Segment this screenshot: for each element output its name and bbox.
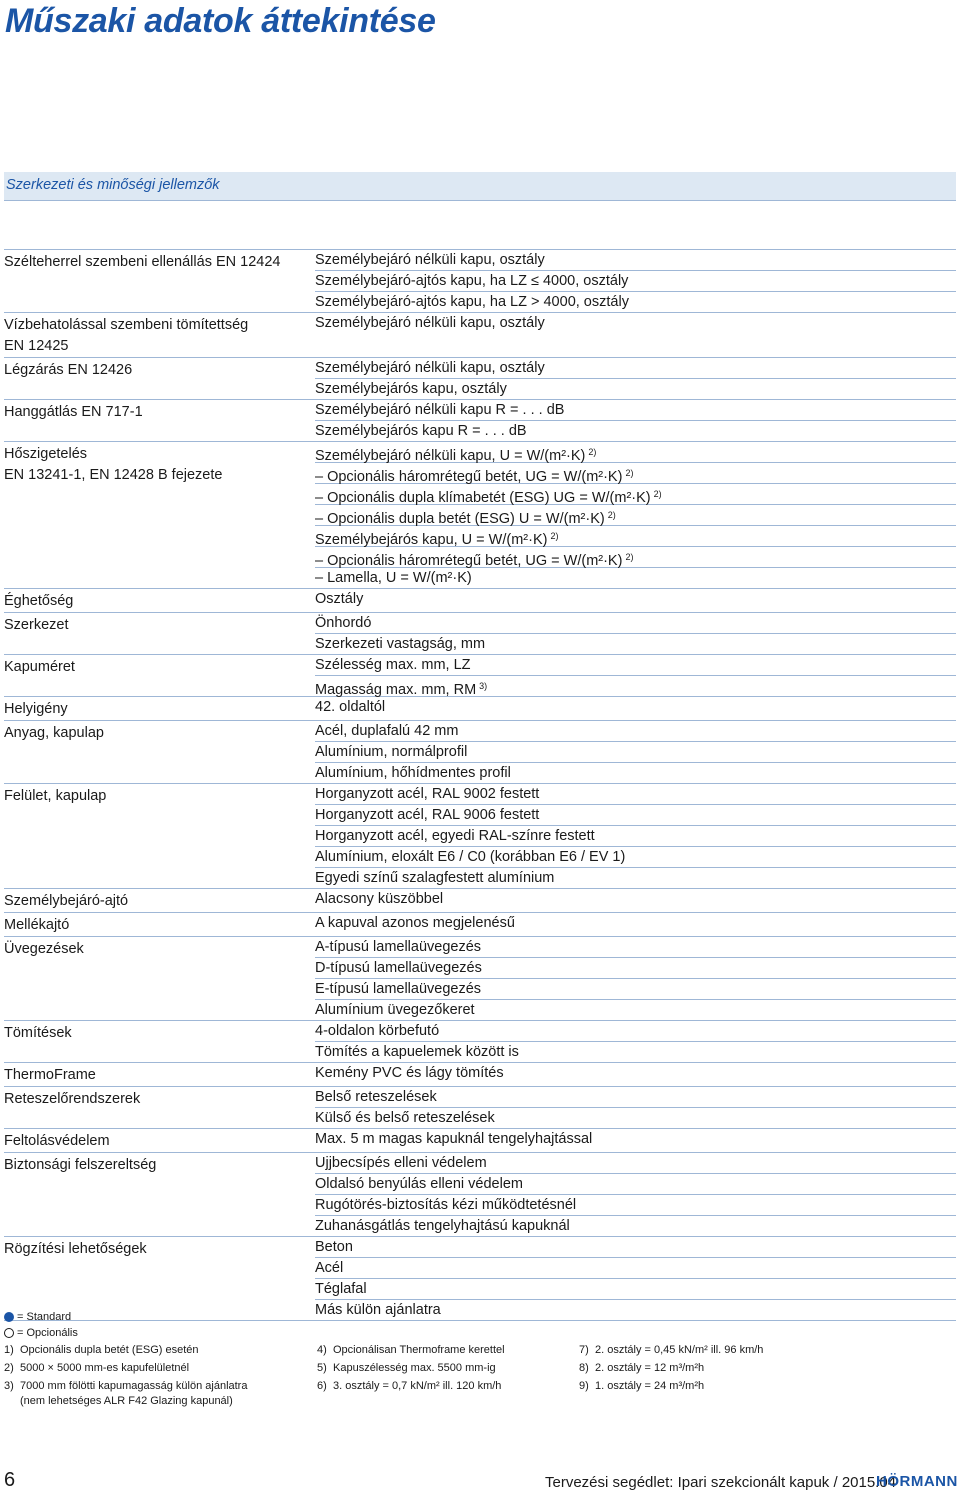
spec-value xyxy=(315,250,956,270)
footnote xyxy=(579,1361,763,1376)
footnotes-column-2 xyxy=(317,1343,505,1397)
footnote-text: 7000 mm fölötti kapumagasság külön ajánlatra xyxy=(20,1380,248,1392)
spec-label-line: Felület, kapulap xyxy=(4,788,107,804)
spec-value xyxy=(315,867,956,888)
spec-label-line: Vízbehatolással szembeni tömítettség xyxy=(4,317,249,333)
spec-value-text: A kapuval azonos megjelenésű xyxy=(315,915,515,931)
spec-row xyxy=(4,912,956,936)
footnote xyxy=(4,1379,247,1409)
spec-value-text: A-típusú lamellaüvegezés xyxy=(315,939,482,955)
spec-value-text: E-típusú lamellaüvegezés xyxy=(315,981,482,997)
spec-value xyxy=(315,1153,956,1173)
spec-label xyxy=(4,250,315,312)
spec-value-text: Más külön ajánlatra xyxy=(315,1302,441,1318)
spec-label-line: Hanggátlás EN 717-1 xyxy=(4,404,143,420)
spec-label xyxy=(4,358,315,399)
spec-value-text: Beton xyxy=(315,1239,353,1255)
spec-label-line: Reteszelőrendszerek xyxy=(4,1091,141,1107)
page-title: Műszaki adatok áttekintése xyxy=(5,2,436,40)
footnote-text: 3. osztály = 0,7 kN/m² ill. 120 km/h xyxy=(333,1380,502,1392)
spec-row xyxy=(4,1152,956,1236)
section-title: Szerkezeti és minőségi jellemzők xyxy=(6,177,220,193)
spec-row xyxy=(4,783,956,888)
spec-row xyxy=(4,357,956,399)
spec-value-text: Belső reteszelések xyxy=(315,1089,437,1105)
spec-row xyxy=(4,612,956,654)
spec-value-text: Szélesség max. mm, LZ xyxy=(315,657,471,673)
spec-label-line: Légzárás EN 12426 xyxy=(4,362,133,378)
spec-value xyxy=(315,999,956,1020)
footnotes-column-1 xyxy=(4,1343,247,1412)
footnote xyxy=(317,1361,505,1376)
spec-value xyxy=(315,358,956,378)
spec-label xyxy=(4,1021,315,1062)
legend-standard-label: = Standard xyxy=(17,1311,72,1323)
footnote-number: 7) xyxy=(579,1344,589,1356)
spec-value-text: Személybejáró nélküli kapu, osztály xyxy=(315,315,545,331)
spec-value xyxy=(315,846,956,867)
spec-value-text: Horganyzott acél, RAL 9002 festett xyxy=(315,786,540,802)
spec-value-text: Alumínium, eloxált E6 / C0 (korábban E6 / EV 1) xyxy=(315,849,626,865)
spec-value xyxy=(315,762,956,783)
spec-value xyxy=(315,525,956,546)
spec-value-text: Személybejárós kapu, osztály xyxy=(315,381,507,397)
spec-label-line: Személybejáró-ajtó xyxy=(4,893,129,909)
spec-label-line: ThermoFrame xyxy=(4,1067,96,1083)
spec-label-line: Biztonsági felszereltség xyxy=(4,1157,157,1173)
spec-value-text: – Opcionális dupla betét (ESG) U = W/(m²·K) xyxy=(315,511,605,527)
legend xyxy=(4,1309,78,1341)
spec-value xyxy=(315,721,956,741)
spec-value xyxy=(315,937,956,957)
spec-value xyxy=(315,546,956,567)
footnote-text: Opcionálisan Thermoframe kerettel xyxy=(333,1344,505,1356)
spec-value-text: Személybejáró nélküli kapu R = . . . dB xyxy=(315,402,565,418)
spec-value xyxy=(315,270,956,291)
spec-value xyxy=(315,378,956,399)
spec-value xyxy=(315,400,956,420)
spec-label xyxy=(4,1153,315,1236)
spec-value xyxy=(315,567,956,588)
spec-value-text: Külső és belső reteszelések xyxy=(315,1110,495,1126)
spec-value xyxy=(315,655,956,675)
footnote-text: 1. osztály = 24 m³/m²h xyxy=(595,1380,705,1392)
footnote-ref: 2) xyxy=(625,468,634,478)
spec-row xyxy=(4,720,956,783)
spec-value xyxy=(315,1107,956,1128)
spec-label xyxy=(4,913,315,936)
spec-value xyxy=(315,613,956,633)
spec-value xyxy=(315,504,956,525)
spec-row xyxy=(4,936,956,1020)
spec-value-text: Horganyzott acél, egyedi RAL-színre festett xyxy=(315,828,595,844)
spec-label xyxy=(4,1129,315,1152)
footnote-ref: 2) xyxy=(550,531,559,541)
spec-value xyxy=(315,741,956,762)
spec-label xyxy=(4,937,315,1020)
spec-label xyxy=(4,1063,315,1086)
spec-row xyxy=(4,1062,956,1086)
spec-value-text: Max. 5 m magas kapuknál tengelyhajtással xyxy=(315,1131,593,1147)
spec-row xyxy=(4,888,956,912)
footnotes-column-3 xyxy=(579,1343,763,1397)
spec-label xyxy=(4,697,315,720)
footnote xyxy=(4,1343,247,1358)
footnote-ref: 2) xyxy=(653,489,662,499)
spec-value-text: Téglafal xyxy=(315,1281,367,1297)
spec-value-text: Horganyzott acél, RAL 9006 festett xyxy=(315,807,540,823)
footnote xyxy=(317,1379,505,1394)
spec-label xyxy=(4,1237,315,1320)
spec-label-line: Mellékajtó xyxy=(4,917,70,933)
footer-text: Tervezési segédlet: Ipari szekcionált kapuk / 2015.04 xyxy=(545,1474,897,1491)
spec-label-line: Éghetőség xyxy=(4,593,74,609)
spec-value-text: Rugótörés-biztosítás kézi működtetésnél xyxy=(315,1197,577,1213)
legend-standard xyxy=(4,1309,78,1325)
spec-row xyxy=(4,249,956,312)
spec-label-line: Anyag, kapulap xyxy=(4,725,104,741)
spec-value-text: Személybejáró-ajtós kapu, ha LZ > 4000, osztály xyxy=(315,294,629,310)
spec-label-line: Tömítések xyxy=(4,1025,72,1041)
spec-value-text: – Opcionális háromrétegű betét, UG = W/(m²·K) xyxy=(315,553,623,569)
footnote-text: Kapuszélesség max. 5500 mm-ig xyxy=(333,1362,496,1374)
footnote xyxy=(317,1343,505,1358)
spec-value-text: Személybejáró nélküli kapu, osztály xyxy=(315,252,545,268)
spec-values xyxy=(315,1063,956,1086)
section-header xyxy=(4,172,956,201)
spec-value-text: Alumínium, normálprofil xyxy=(315,744,468,760)
spec-values xyxy=(315,721,956,783)
spec-value xyxy=(315,784,956,804)
spec-label xyxy=(4,589,315,612)
legend-optional-label: = Opcionális xyxy=(17,1327,78,1339)
footnote xyxy=(579,1343,763,1358)
spec-value-text: 42. oldaltól xyxy=(315,699,386,715)
open-circle-icon xyxy=(4,1328,14,1338)
spec-values xyxy=(315,1087,956,1128)
spec-label-line: Szerkezet xyxy=(4,617,69,633)
footnote-number: 4) xyxy=(317,1344,327,1356)
spec-value xyxy=(315,1063,956,1083)
spec-value xyxy=(315,1194,956,1215)
spec-row xyxy=(4,1020,956,1062)
spec-value xyxy=(315,589,956,609)
spec-value xyxy=(315,442,956,462)
spec-values xyxy=(315,697,956,720)
spec-value xyxy=(315,697,956,717)
spec-row xyxy=(4,654,956,696)
spec-value-text: Oldalsó benyúlás elleni védelem xyxy=(315,1176,523,1192)
spec-label xyxy=(4,442,315,588)
footnote-text: 2. osztály = 0,45 kN/m² ill. 96 km/h xyxy=(595,1344,764,1356)
spec-value-text: Osztály xyxy=(315,591,364,607)
spec-value xyxy=(315,1237,956,1257)
spec-value xyxy=(315,1087,956,1107)
spec-label xyxy=(4,400,315,441)
spec-value-text: Személybejáró-ajtós kapu, ha LZ ≤ 4000, osztály xyxy=(315,273,629,289)
spec-value-text: Tömítés a kapuelemek között is xyxy=(315,1044,519,1060)
spec-row xyxy=(4,441,956,588)
spec-label-line: Feltolásvédelem xyxy=(4,1133,110,1149)
legend-optional xyxy=(4,1325,78,1341)
spec-value-text: Zuhanásgátlás tengelyhajtású kapuknál xyxy=(315,1218,570,1234)
spec-label xyxy=(4,721,315,783)
spec-values xyxy=(315,613,956,654)
spec-values xyxy=(315,358,956,399)
spec-value xyxy=(315,804,956,825)
spec-value xyxy=(315,957,956,978)
spec-label xyxy=(4,313,315,357)
spec-value xyxy=(315,313,956,333)
footnote-ref: 2) xyxy=(588,447,597,457)
spec-value-text: Alacsony küszöbbel xyxy=(315,891,444,907)
spec-value xyxy=(315,889,956,909)
spec-value xyxy=(315,633,956,654)
spec-values xyxy=(315,784,956,888)
spec-row xyxy=(4,1086,956,1128)
footnote xyxy=(4,1361,247,1376)
footnote-ref: 2) xyxy=(607,510,616,520)
footnote-number: 1) xyxy=(4,1344,14,1356)
spec-row xyxy=(4,1236,956,1321)
spec-values xyxy=(315,889,956,912)
spec-value-text: Személybejáró nélküli kapu, U = W/(m²·K) xyxy=(315,448,586,464)
spec-row xyxy=(4,312,956,357)
spec-label xyxy=(4,655,315,696)
spec-label-line: EN 12425 xyxy=(4,338,69,354)
footnote-text-continued: (nem lehetséges ALR F42 Glazing kapunál) xyxy=(20,1395,233,1407)
spec-label-line: EN 13241-1, EN 12428 B fejezete xyxy=(4,467,223,483)
spec-label-line: Üvegezések xyxy=(4,941,84,957)
spec-value-text: Szerkezeti vastagság, mm xyxy=(315,636,486,652)
spec-value xyxy=(315,420,956,441)
spec-value-text: Magasság max. mm, RM xyxy=(315,682,477,698)
footnote-number: 8) xyxy=(579,1362,589,1374)
spec-value xyxy=(315,1257,956,1278)
spec-values xyxy=(315,1129,956,1152)
brand-logo: HÖRMANN xyxy=(876,1473,958,1490)
spec-value-text: – Lamella, U = W/(m²·K) xyxy=(315,570,472,586)
spec-values xyxy=(315,313,956,357)
spec-values xyxy=(315,250,956,312)
spec-values xyxy=(315,937,956,1020)
spec-label-line: Szélteherrel szembeni ellenállás EN 12424 xyxy=(4,254,281,270)
footnote-text: Opcionális dupla betét (ESG) esetén xyxy=(20,1344,199,1356)
spec-value xyxy=(315,1278,956,1299)
spec-label-line: Kapuméret xyxy=(4,659,75,675)
footnote-text: 5000 × 5000 mm-es kapufelületnél xyxy=(20,1362,190,1374)
spec-value-text: Önhordó xyxy=(315,615,372,631)
spec-value xyxy=(315,1129,956,1149)
footnote-number: 5) xyxy=(317,1362,327,1374)
filled-circle-icon xyxy=(4,1312,14,1322)
spec-value xyxy=(315,1299,956,1320)
spec-values xyxy=(315,655,956,696)
footnote-ref: 2) xyxy=(625,552,634,562)
page-number: 6 xyxy=(4,1469,16,1491)
spec-label-line: Helyigény xyxy=(4,701,68,717)
footnote-number: 3) xyxy=(4,1380,14,1392)
spec-value-text: Személybejárós kapu R = . . . dB xyxy=(315,423,527,439)
spec-value xyxy=(315,675,956,696)
spec-label xyxy=(4,1087,315,1128)
footnote-number: 2) xyxy=(4,1362,14,1374)
spec-value-text: 4-oldalon körbefutó xyxy=(315,1023,440,1039)
footnote-ref: 3) xyxy=(479,681,488,691)
spec-row xyxy=(4,399,956,441)
spec-value xyxy=(315,1041,956,1062)
spec-label xyxy=(4,784,315,888)
spec-value xyxy=(315,1021,956,1041)
spec-values xyxy=(315,913,956,936)
spec-values xyxy=(315,1237,956,1320)
spec-values xyxy=(315,589,956,612)
spec-values xyxy=(315,442,956,588)
spec-value-text: Személybejáró nélküli kapu, osztály xyxy=(315,360,545,376)
spec-value xyxy=(315,1173,956,1194)
spec-value-text: Acél xyxy=(315,1260,344,1276)
spec-values xyxy=(315,1021,956,1062)
spec-label-line: Hőszigetelés xyxy=(4,446,88,462)
spec-value-text: Egyedi színű szalagfestett alumínium xyxy=(315,870,555,886)
spec-values xyxy=(315,1153,956,1236)
spec-value xyxy=(315,483,956,504)
spec-value-text: Személybejárós kapu, U = W/(m²·K) xyxy=(315,532,548,548)
spec-value-text: Alumínium üvegezőkeret xyxy=(315,1002,475,1018)
spec-row xyxy=(4,696,956,720)
spec-value xyxy=(315,462,956,483)
spec-value-text: Alumínium, hőhídmentes profil xyxy=(315,765,511,781)
spec-values xyxy=(315,400,956,441)
spec-label xyxy=(4,613,315,654)
spec-value-text: Ujjbecsípés elleni védelem xyxy=(315,1155,487,1171)
spec-value xyxy=(315,913,956,933)
spec-label xyxy=(4,889,315,912)
spec-value-text: – Opcionális háromrétegű betét, UG = W/(m²·K) xyxy=(315,469,623,485)
spec-row xyxy=(4,1128,956,1152)
spec-value-text: Acél, duplafalú 42 mm xyxy=(315,723,459,739)
spec-value-text: D-típusú lamellaüvegezés xyxy=(315,960,482,976)
spec-value xyxy=(315,1215,956,1236)
footnote-number: 9) xyxy=(579,1380,589,1392)
footnote-number: 6) xyxy=(317,1380,327,1392)
footnote xyxy=(579,1379,763,1394)
footnote-text: 2. osztály = 12 m³/m²h xyxy=(595,1362,705,1374)
spec-value xyxy=(315,825,956,846)
spec-label-line: Rögzítési lehetőségek xyxy=(4,1241,147,1257)
spec-value xyxy=(315,291,956,312)
spec-value-text: – Opcionális dupla klímabetét (ESG) UG = W/(m²·K) xyxy=(315,490,651,506)
spec-value xyxy=(315,978,956,999)
spec-table xyxy=(4,249,956,1321)
spec-value-text: Kemény PVC és lágy tömítés xyxy=(315,1065,504,1081)
spec-row xyxy=(4,588,956,612)
